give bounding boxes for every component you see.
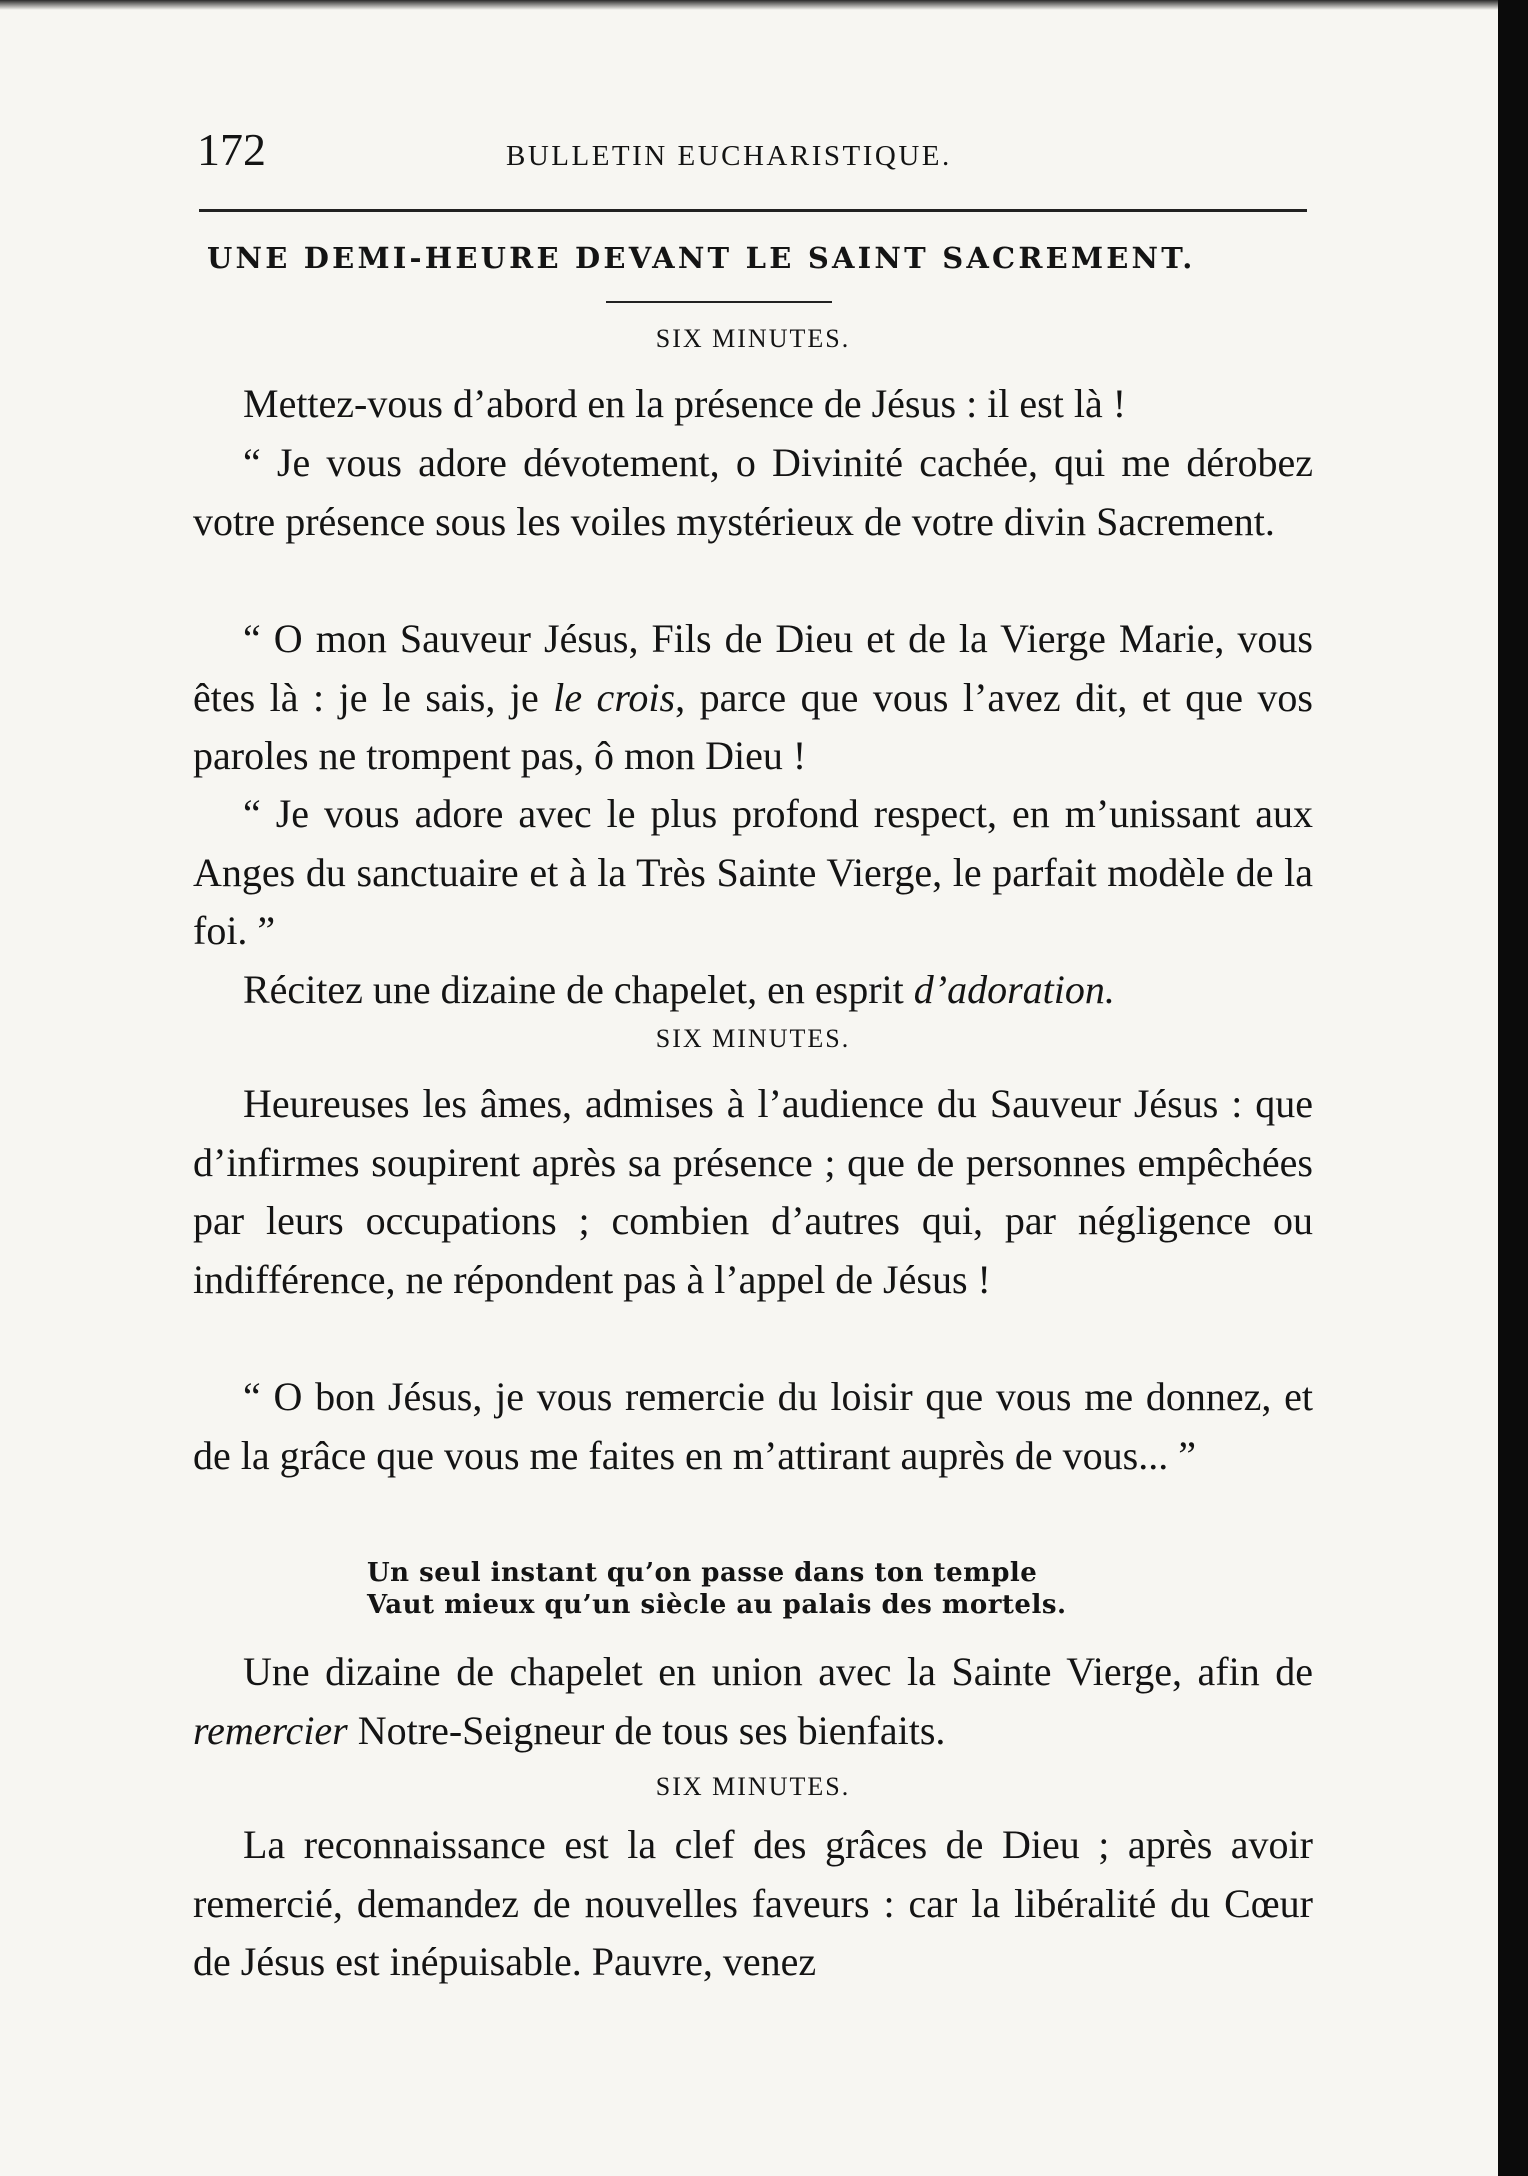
paragraph: “ O bon Jésus, je vous remercie du loisir que vous me donnez, et de la grâce que vous me faites en m’attirant auprès de vous... ” [193,1374,1313,1478]
paragraph [193,1643,1313,1760]
paragraph-text: Notre-Seigneur de tous ses bienfaits. [357,1707,946,1753]
page-header [193,125,1313,175]
book-page [193,0,1313,2176]
paragraph: “ Je vous adore avec le plus profond respect, en m’unissant aux Anges du sanctuaire et à la Très Sainte Vierge, le parfait modèle de la foi. ” [193,791,1313,954]
italic-phrase: le crois [553,674,676,720]
verse-quote [367,1557,1067,1621]
paragraph [193,961,1313,1020]
paragraph-text: “ O mon Sauveur Jésus, Fils de Dieu et de la Vierge Marie, vous êtes là : je le sais, je [193,616,1313,720]
page-number: 172 [197,124,266,175]
running-head: BULLETIN EUCHARISTIQUE. [506,140,952,172]
section-heading-1: SIX MINUTES. [655,324,851,353]
section-heading-3: SIX MINUTES. [655,1772,851,1801]
italic-phrase: d’adoration. [913,967,1115,1012]
paragraph-text: Une dizaine de chapelet en union avec la Sainte Vierge, afin de [243,1649,1313,1694]
paragraph-text: Récitez une dizaine de chapelet, en esprit [243,967,904,1012]
scan-edge-right [1498,0,1528,2176]
paragraph: La reconnaissance est la clef des grâces de Dieu ; après avoir remercié, demandez de nouvelles faveurs : car la libéralité du Cœur de Jésus est inépuisable. Pauvre, venez [193,1822,1313,1985]
article-title: UNE DEMI-HEURE DEVANT LE SAINT SACREMENT. [207,241,1196,275]
section-heading-2: SIX MINUTES. [655,1024,851,1053]
italic-phrase: remercier [193,1707,348,1753]
title-rule [606,301,832,303]
paragraph: “ Je vous adore dévotement, o Divinité cachée, qui me dérobez votre présence sous les voiles mystérieux de votre divin Sacrement. [193,440,1313,544]
header-rule [199,209,1307,212]
paragraph [193,610,1313,786]
verse-line: Vaut mieux qu’un siècle au palais des mortels. [367,1590,1067,1620]
paragraph-text: , parce que vous l’avez dit, et que vos paroles ne trompent pas, ô mon Dieu ! [193,674,1313,779]
verse-line: Un seul instant qu’on passe dans ton temple [367,1558,1038,1588]
paragraph: Mettez-vous d’abord en la présence de Jésus : il est là ! [243,381,1127,426]
paragraph: Heureuses les âmes, admises à l’audience du Sauveur Jésus : que d’infirmes soupirent après sa présence ; que de personnes empêchées par leurs occupations ; combien d’autres qui, par négligence ou indifférence, ne répondent pas à l’appel de Jésus ! [193,1081,1313,1302]
